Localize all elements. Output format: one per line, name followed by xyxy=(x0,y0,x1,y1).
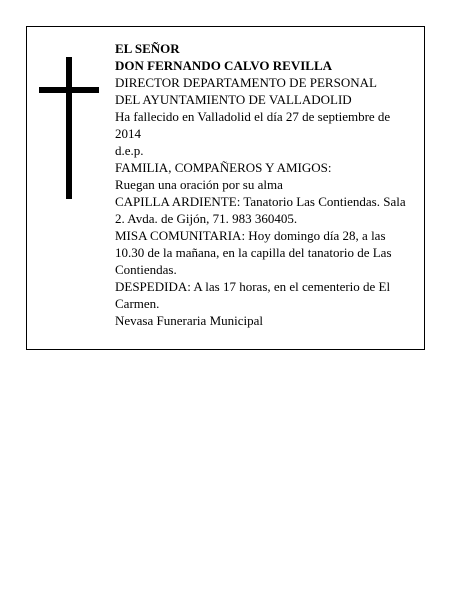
deceased-name: DON FERNANDO CALVO REVILLA xyxy=(115,58,333,73)
notice-title: EL SEÑOR xyxy=(115,41,180,56)
prayer-line: Ruegan una oración por su alma xyxy=(115,177,283,192)
farewell-info: DESPEDIDA: A las 17 horas, en el cementerio de El Carmen. xyxy=(115,279,391,311)
cross-icon xyxy=(39,57,99,199)
position-line-2: DEL AYUNTAMIENTO DE VALLADOLID xyxy=(115,92,352,107)
cross-vertical-bar xyxy=(66,57,72,199)
chapel-info: CAPILLA ARDIENTE: Tanatorio Las Contiendas. Sala 2. Avda. de Gijón, 71. 983 360405. xyxy=(115,194,406,226)
notice-text xyxy=(115,40,411,329)
obituary-notice xyxy=(26,26,425,350)
death-info: Ha fallecido en Valladolid el día 27 de septiembre de 2014 xyxy=(115,109,391,141)
rip-text: d.e.p. xyxy=(115,143,144,158)
family-line: FAMILIA, COMPAÑEROS Y AMIGOS: xyxy=(115,160,332,175)
position-line-1: DIRECTOR DEPARTAMENTO DE PERSONAL xyxy=(115,75,377,90)
funeral-home: Nevasa Funeraria Municipal xyxy=(115,313,264,328)
cross-horizontal-bar xyxy=(39,87,99,93)
mass-info: MISA COMUNITARIA: Hoy domingo día 28, a las 10.30 de la mañana, en la capilla del tanatorio de Las Contiendas. xyxy=(115,228,392,277)
